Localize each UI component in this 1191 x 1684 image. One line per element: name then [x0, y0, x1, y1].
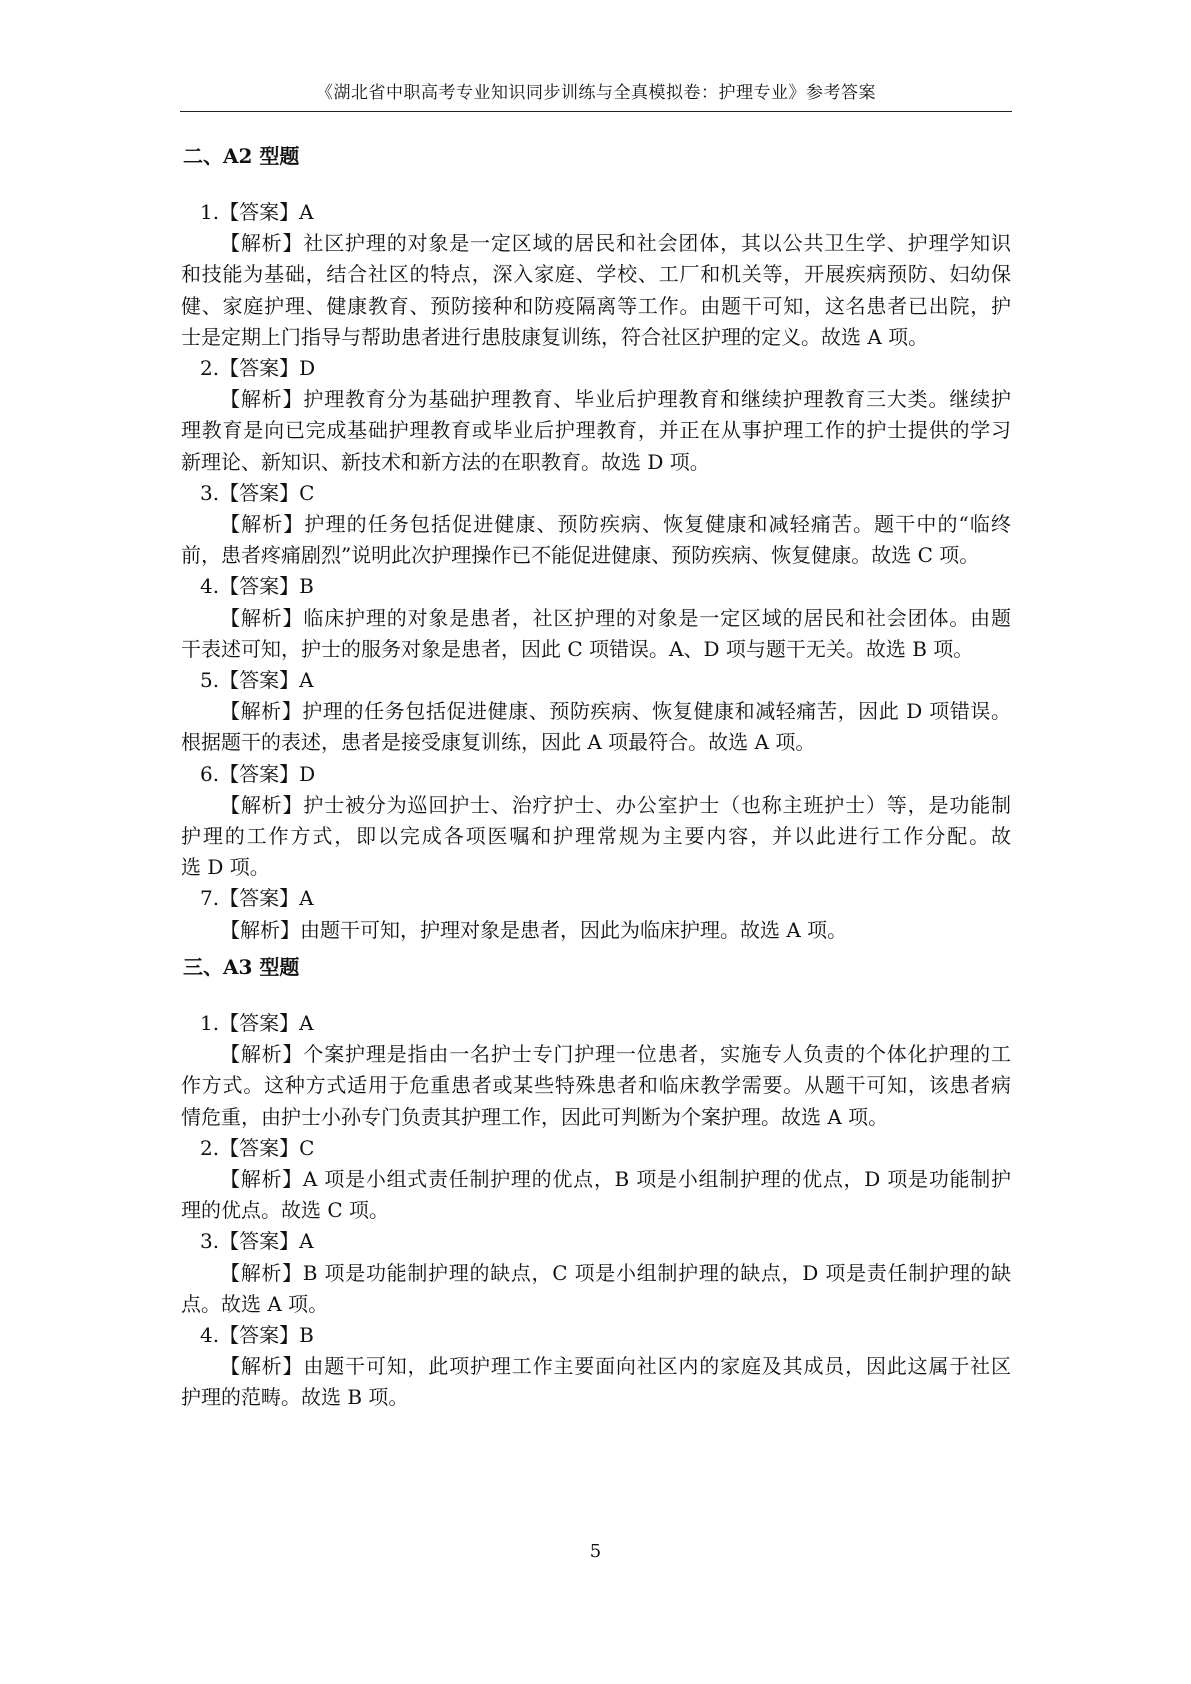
- explanation-continuation: 干表述可知，护士的服务对象是患者，因此 C 项错误。A、D 项与题干无关。故选 B 项。: [181, 636, 974, 661]
- explanation-text: 【解析】护理教育分为基础护理教育、毕业后护理教育和继续护理教育三大类。继续护: [220, 387, 1011, 412]
- explanation-continuation: 前，患者疼痛剧烈”说明此次护理操作已不能促进健康、预防疾病、恢复健康。故选 C 项。: [181, 543, 980, 568]
- explanation-continuation: 和技能为基础，结合社区的特点，深入家庭、学校、工厂和机关等，开展疾病预防、妇幼保: [181, 262, 1011, 287]
- explanation-continuation: 情危重，由护士小孙专门负责其护理工作，因此可判断为个案护理。故选 A 项。: [181, 1104, 889, 1129]
- section-heading: 二、A2 型题: [183, 144, 300, 168]
- explanation-continuation: 根据题干的表述，患者是接受康复训练，因此 A 项最符合。故选 A 项。: [181, 730, 816, 755]
- answer-label: 6.【答案】D: [200, 761, 316, 786]
- answer-label: 7.【答案】A: [200, 886, 314, 911]
- answer-label: 1.【答案】A: [200, 200, 314, 224]
- explanation-continuation: 理的优点。故选 C 项。: [181, 1198, 390, 1223]
- section-heading: 三、A3 型题: [183, 955, 300, 979]
- explanation-text: 【解析】个案护理是指由一名护士专门护理一位患者，实施专人负责的个体化护理的工: [220, 1042, 1011, 1067]
- explanation-text: 【解析】B 项是功能制护理的缺点，C 项是小组制护理的缺点，D 项是责任制护理的缺: [220, 1260, 1011, 1285]
- explanation-text: 【解析】由题干可知，护理对象是患者，因此为临床护理。故选 A 项。: [220, 917, 848, 942]
- answer-label: 4.【答案】B: [200, 1323, 314, 1347]
- explanation-text: 【解析】护理的任务包括促进健康、预防疾病、恢复健康和减轻痛苦。题干中的“临终: [220, 512, 1011, 536]
- explanation-text: 【解析】由题干可知，此项护理工作主要面向社区内的家庭及其成员，因此这属于社区: [220, 1354, 1011, 1379]
- answer-label: 2.【答案】C: [200, 1135, 315, 1160]
- explanation-continuation: 选 D 项。: [181, 855, 270, 880]
- answer-label: 1.【答案】A: [200, 1011, 314, 1035]
- answer-label: 3.【答案】A: [200, 1229, 314, 1254]
- explanation-continuation: 健、家庭护理、健康教育、预防接种和防疫隔离等工作。由题干可知，这名患者已出院，护: [181, 293, 1011, 318]
- explanation-text: 【解析】A 项是小组式责任制护理的优点，B 项是小组制护理的优点，D 项是功能制护: [220, 1167, 1011, 1191]
- running-header: 《湖北省中职高考专业知识同步训练与全真模拟卷：护理专业》参考答案: [180, 78, 1012, 112]
- explanation-text: 【解析】社区护理的对象是一定区域的居民和社会团体，其以公共卫生学、护理学知识: [220, 231, 1011, 256]
- page-number: 5: [589, 1541, 602, 1562]
- explanation-text: 【解析】护士被分为巡回护士、治疗护士、办公室护士（也称主班护士）等，是功能制: [220, 792, 1011, 817]
- explanation-continuation: 作方式。这种方式适用于危重患者或某些特殊患者和临床教学需要。从题干可知，该患者病: [181, 1073, 1011, 1098]
- explanation-text: 【解析】护理的任务包括促进健康、预防疾病、恢复健康和减轻痛苦，因此 D 项错误。: [220, 699, 1011, 724]
- explanation-continuation: 护理的范畴。故选 B 项。: [181, 1385, 409, 1410]
- explanation-continuation: 护理的工作方式，即以完成各项医嘱和护理常规为主要内容，并以此进行工作分配。故: [181, 824, 1011, 848]
- explanation-continuation: 理教育是向已完成基础护理教育或毕业后护理教育，并正在从事护理工作的护士提供的学习: [181, 418, 1011, 443]
- explanation-continuation: 新理论、新知识、新技术和新方法的在职教育。故选 D 项。: [181, 449, 710, 474]
- answer-label: 5.【答案】A: [200, 668, 314, 692]
- answer-label: 3.【答案】C: [200, 480, 315, 505]
- explanation-text: 【解析】临床护理的对象是患者，社区护理的对象是一定区域的居民和社会团体。由题: [220, 605, 1011, 630]
- answer-label: 4.【答案】B: [200, 574, 314, 599]
- answer-label: 2.【答案】D: [200, 356, 316, 380]
- explanation-continuation: 士是定期上门指导与帮助患者进行患肢康复训练，符合社区护理的定义。故选 A 项。: [181, 324, 929, 349]
- explanation-continuation: 点。故选 A 项。: [181, 1291, 329, 1316]
